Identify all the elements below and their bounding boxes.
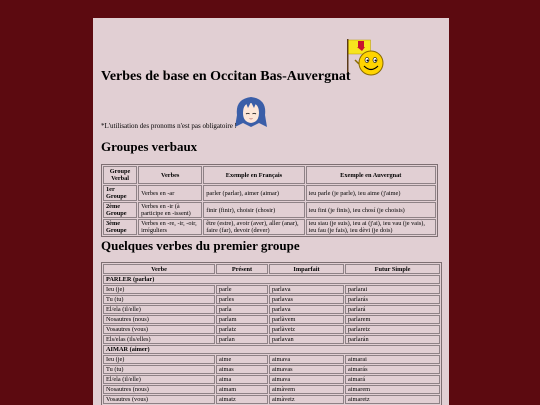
table-cell: être (estre), avoir (aver), aller (anar), faire (far), devoir (dever) [203, 219, 304, 235]
table-cell: Vosautres (vous) [103, 325, 215, 334]
verb-section-row [103, 345, 440, 354]
table-row [103, 315, 440, 324]
table-cell: parlarem [345, 315, 440, 324]
table-cell: aimàvetz [269, 395, 344, 404]
column-header: Verbe [103, 264, 215, 274]
table-row [103, 355, 440, 364]
table-cell: parlavas [269, 295, 344, 304]
column-header: Imparfait [269, 264, 344, 274]
table-cell: Verbes en -ir (à participe en -issent) [138, 202, 202, 218]
table-cell: parle [216, 285, 268, 294]
pronoun-note: *L'utilisation des pronoms n'est pas obligatoire ! [101, 122, 237, 130]
table-cell: ieu parle (je parle), ieu aime (j'aime) [306, 185, 436, 201]
table-cell: Ieu (je) [103, 285, 215, 294]
table-cell: aimava [269, 375, 344, 384]
table-cell: aime [216, 355, 268, 364]
table-cell: Vosautres (vous) [103, 395, 215, 404]
table-cell: aimarem [345, 385, 440, 394]
table-row [103, 295, 440, 304]
table-cell: ieu siau (je suis), ieu ai (j'ai), ieu vau (je vais), ieu fau (je fais), ieu dèvi (je dois) [306, 219, 436, 235]
table-cell: 3ème Groupe [103, 219, 137, 235]
table-row [103, 325, 440, 334]
table-cell: parlarás [345, 295, 440, 304]
table-cell: aimam [216, 385, 268, 394]
page-content [93, 18, 449, 405]
table-cell: parlavan [269, 335, 344, 344]
table-cell: Tu (tu) [103, 365, 215, 374]
table-row [103, 395, 440, 404]
table-cell: parlan [216, 335, 268, 344]
table-cell: 1er Groupe [103, 185, 137, 201]
table-cell: parler (parlar), aimer (aimar) [203, 185, 304, 201]
column-header: Groupe Verbal [103, 166, 137, 184]
table-cell: aimaretz [345, 395, 440, 404]
table-row [103, 375, 440, 384]
table-cell: finir (finir), choisir (chosir) [203, 202, 304, 218]
table-row [103, 285, 440, 294]
table-cell: 2ème Groupe [103, 202, 137, 218]
table-cell: parlava [269, 305, 344, 314]
table-cell: aimará [345, 375, 440, 384]
table-cell: El/ela (il/elle) [103, 305, 215, 314]
table-cell: aimavas [269, 365, 344, 374]
table-cell: parlaretz [345, 325, 440, 334]
verb-section-row [103, 275, 440, 284]
anime-girl-icon [233, 95, 269, 129]
column-header: Exemple en Auvergnat [306, 166, 436, 184]
smiley-flag-icon [345, 38, 385, 78]
quelques-heading: Quelques verbes du premier groupe [101, 238, 300, 253]
verb-section-title: AIMAR (aimer) [103, 345, 440, 354]
table-cell: aima [216, 375, 268, 384]
column-header: Futur Simple [345, 264, 440, 274]
table-cell: aimatz [216, 395, 268, 404]
table-row [103, 219, 436, 235]
table-cell: parlarai [345, 285, 440, 294]
table-cell: parla [216, 305, 268, 314]
table-cell: Nosautres (nous) [103, 385, 215, 394]
table-cell: Els/elas (ils/elles) [103, 335, 215, 344]
table-row [103, 385, 440, 394]
table-cell: aimarás [345, 365, 440, 374]
column-header: Exemple en Français [203, 166, 304, 184]
table-row [103, 335, 440, 344]
table-cell: parlàvetz [269, 325, 344, 334]
table-cell: aimava [269, 355, 344, 364]
table-cell: parlàvem [269, 315, 344, 324]
table-cell: El/ela (il/elle) [103, 375, 215, 384]
table-cell: ieu fini (je finis), ieu chosí (je choisis) [306, 202, 436, 218]
table-row [103, 185, 436, 201]
verbes-table [101, 262, 442, 405]
table-cell: Ieu (je) [103, 355, 215, 364]
table-cell: aimàvem [269, 385, 344, 394]
table-cell: Tu (tu) [103, 295, 215, 304]
table-cell: parlarán [345, 335, 440, 344]
column-header: Verbes [138, 166, 202, 184]
table-cell: parlatz [216, 325, 268, 334]
table-cell: Verbes en -ar [138, 185, 202, 201]
table-cell: Nosautres (nous) [103, 315, 215, 324]
table-cell: aimarai [345, 355, 440, 364]
table-cell: parlam [216, 315, 268, 324]
groupes-table [101, 164, 438, 237]
table-cell: aimas [216, 365, 268, 374]
table-cell: parles [216, 295, 268, 304]
groupes-heading: Groupes verbaux [101, 139, 198, 154]
table-row [103, 305, 440, 314]
verbes-body [103, 275, 440, 404]
table-cell: parlará [345, 305, 440, 314]
table-row [103, 365, 440, 374]
column-header: Présent [216, 264, 268, 274]
table-cell: Verbes en -re, -ir, -oir, irréguliers [138, 219, 202, 235]
page-title: Verbes de base en Occitan Bas-Auvergnat [101, 69, 351, 84]
table-cell: parlava [269, 285, 344, 294]
table-row [103, 202, 436, 218]
verb-section-title: PARLER (parlar) [103, 275, 440, 284]
